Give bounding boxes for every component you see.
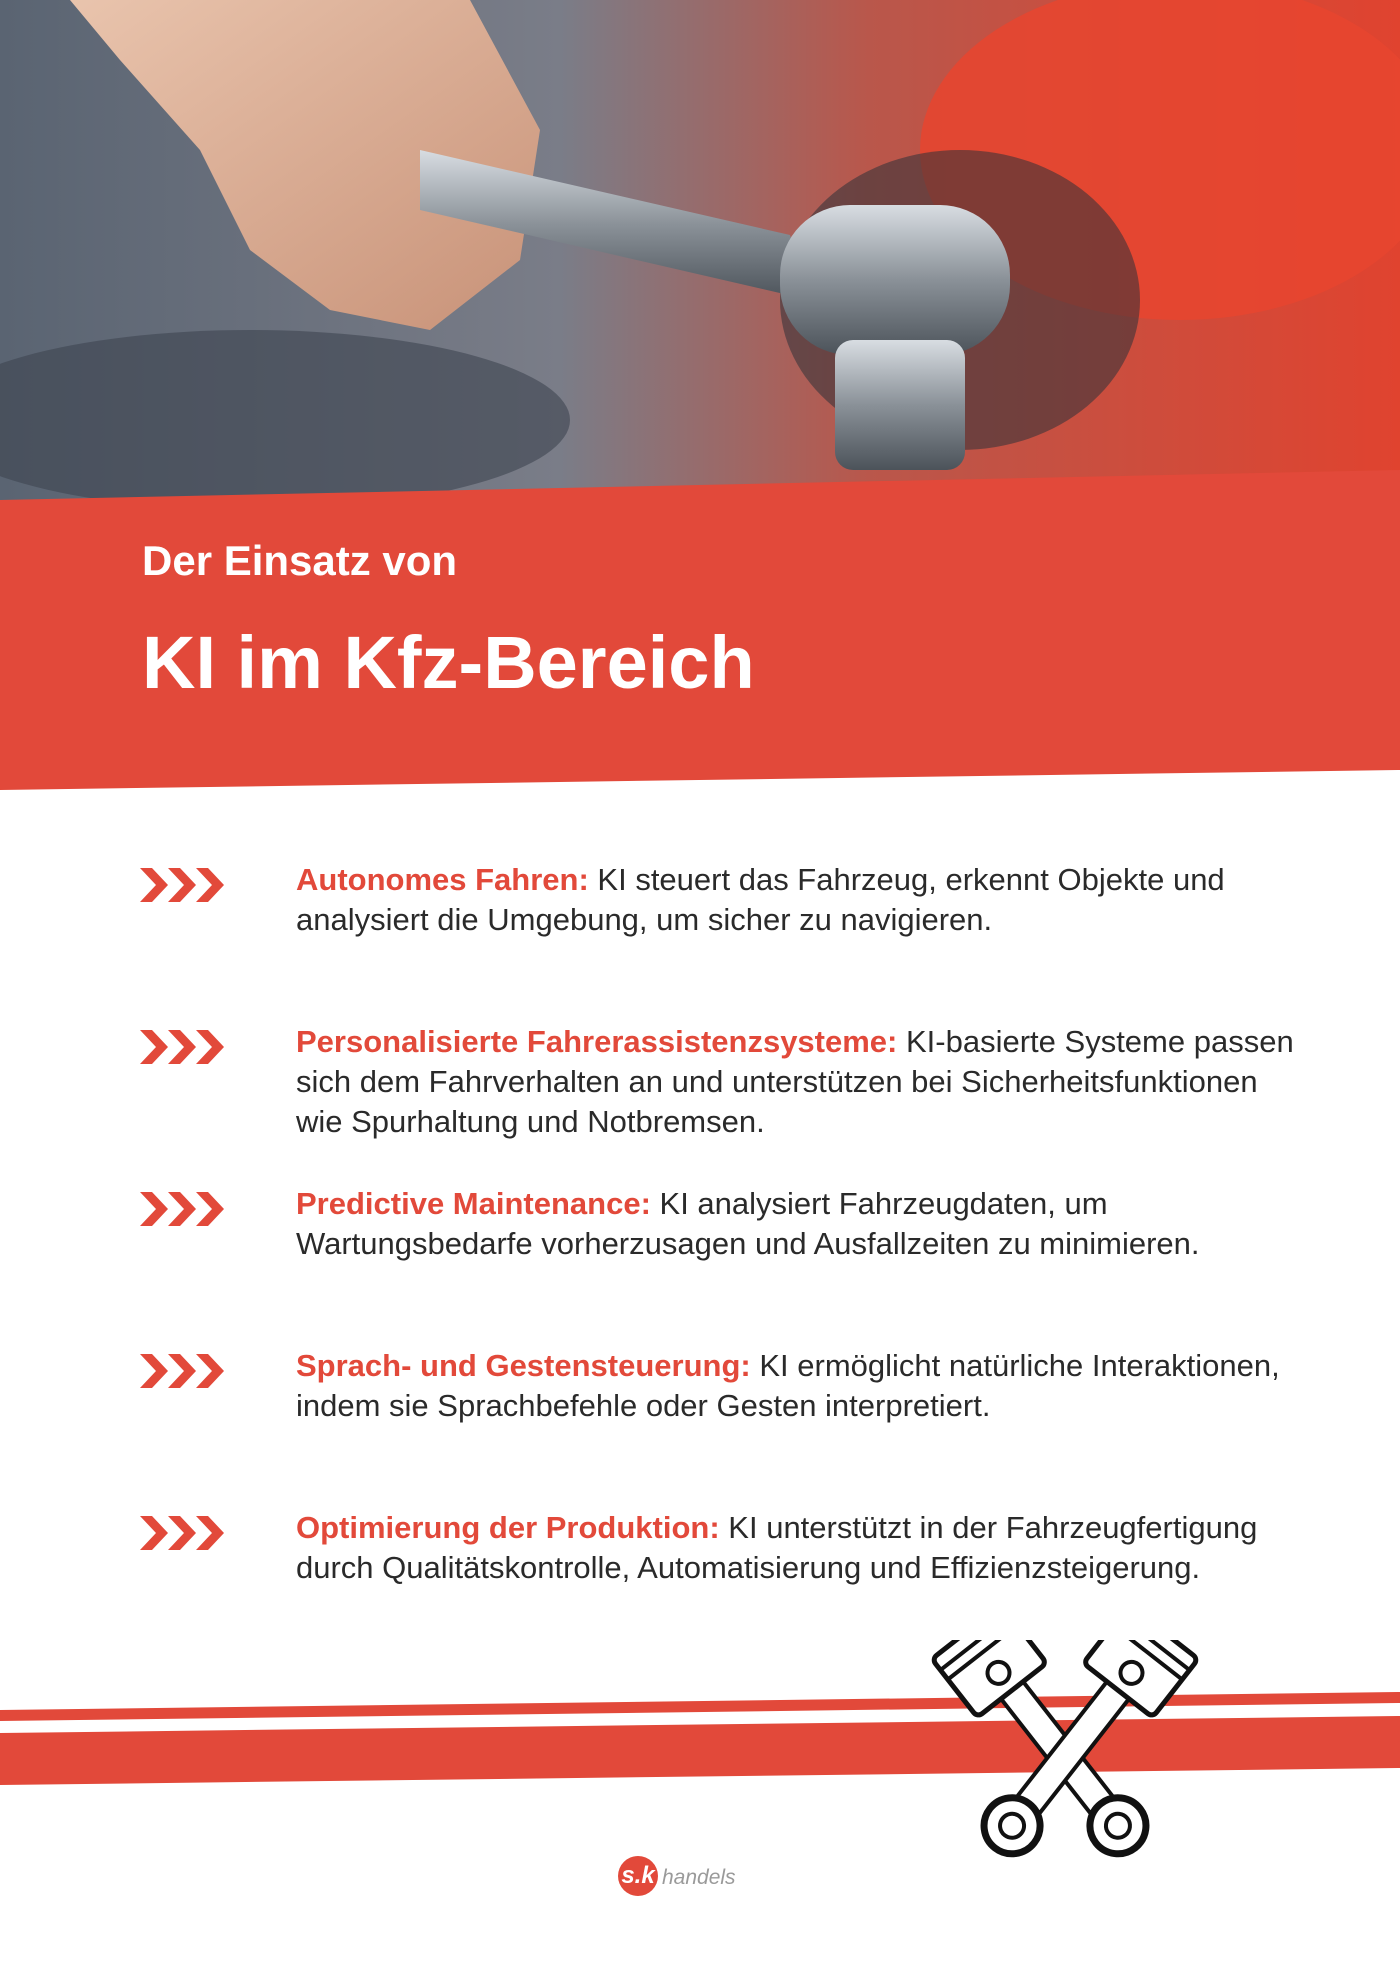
list-item [140,1186,1280,1354]
list-item-text [296,1508,1296,1588]
triple-chevron-icon [140,868,226,902]
logo-text: handels [662,1866,736,1889]
list-item [140,1348,1280,1516]
hand-with-ratchet-wrench-photo [0,0,1400,520]
list-item-keyword: Autonomes Fahren: [296,862,589,897]
footer-decoration [0,1640,1400,1980]
list-item-description: KI unterstützt in der Fahrzeugfertigung durch Qualitätskontrolle, Automatisierung und Effizienzsteigerung. [296,1510,1258,1585]
list-item-text [296,1184,1296,1264]
feature-list [140,862,1294,1678]
page-title: KI im Kfz-Bereich [142,621,755,704]
list-item-description: KI ermöglicht natürliche Interaktionen, indem sie Sprachbefehle oder Gesten interpretiert. [296,1348,1280,1423]
list-item [140,1024,1294,1192]
list-item-description: KI steuert das Fahrzeug, erkennt Objekte und analysiert die Umgebung, um sicher zu navigieren. [296,862,1225,937]
header-subtitle: Der Einsatz von [142,537,458,584]
list-item [140,862,1280,1030]
list-item-text [296,860,1296,940]
list-item-keyword: Sprach- und Gestensteuerung: [296,1348,751,1383]
triple-chevron-icon [140,1192,226,1226]
triple-chevron-icon [140,1030,226,1064]
list-item-keyword: Predictive Maintenance: [296,1186,651,1221]
list-item-keyword: Optimierung der Produktion: [296,1510,720,1545]
triple-chevron-icon [140,1516,226,1550]
logo-badge: s.k [618,1856,658,1896]
header-text [142,537,755,704]
list-item-description: KI analysiert Fahrzeugdaten, um Wartungsbedarfe vorherzusagen und Ausfallzeiten zu minimieren. [296,1186,1200,1261]
list-item-text [296,1346,1296,1426]
list-item-text [296,1022,1296,1142]
list-item-keyword: Personalisierte Fahrerassistenzsysteme: [296,1024,898,1059]
footer-stripe-thin [0,1692,1400,1721]
list-item-description: KI-basierte Systeme passen sich dem Fahrverhalten an und unterstützen bei Sicherheitsfunktionen wie Spurhaltung und Notbremsen. [296,1024,1294,1139]
triple-chevron-icon [140,1354,226,1388]
footer-stripe-thick [0,1716,1400,1785]
